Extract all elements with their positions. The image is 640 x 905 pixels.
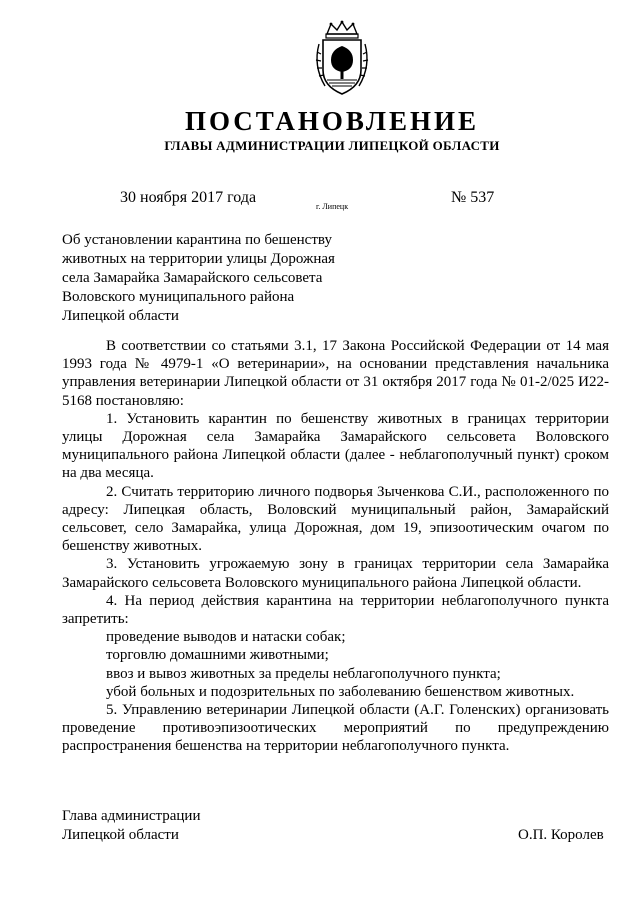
item-4-paragraph: 4. На период действия карантина на территории неблагополучного пункта запретить:	[62, 592, 609, 628]
signatory-position-line: Глава администрации	[62, 808, 201, 824]
preamble-paragraph: В соответствии со статьями 3.1, 17 Закона Российской Федерации от 14 мая 1993 года № 4979-1 «О ветеринарии», на основании представления начальника управления ветеринарии Липецкой области от 31 октября 2017 года № 01-2/025 И22-5168 постановляю:	[62, 338, 609, 409]
item-2-paragraph: 2. Считать территорию личного подворья Зыченкова С.И., расположенного по адресу: Липецкая область, Воловский муниципальный район, Замарайский сельсовет, село Замарайка, улица Дорожная, дом 19, эпизоотическим очагом по бешенству животных.	[62, 483, 609, 555]
prohibition-list-item: проведение выводов и натаски собак;	[106, 629, 346, 646]
document-city: г. Липецк	[316, 202, 349, 211]
subject-line: Воловского муниципального района	[62, 289, 295, 305]
subject-line: животных на территории улицы Дорожная	[62, 251, 335, 267]
prohibition-list-item: торговлю домашними животными;	[106, 647, 329, 664]
prohibition-list-item: убой больных и подозрительных по заболеванию бешенством животных.	[106, 683, 575, 700]
document-subtitle: ГЛАВЫ АДМИНИСТРАЦИИ ЛИПЕЦКОЙ ОБЛАСТИ	[164, 138, 500, 153]
prohibition-list-item: ввоз и вывоз животных за пределы неблагополучного пункта;	[106, 665, 501, 682]
subject-line: села Замарайка Замарайского сельсовета	[62, 270, 323, 286]
signatory-name: О.П. Королев	[518, 827, 604, 843]
signatory-position-line: Липецкой области	[62, 827, 179, 843]
signatory-position	[62, 807, 200, 845]
subject-line: Липецкой области	[62, 308, 179, 324]
document-body	[62, 337, 609, 756]
item-3-paragraph: 3. Установить угрожаемую зону в границах территории села Замарайка Замарайского сельсовета Воловского муниципального района Липецкой области.	[62, 556, 609, 591]
subject-line: Об установлении карантина по бешенству	[62, 232, 332, 248]
coat-of-arms-icon	[309, 20, 375, 98]
item-1-paragraph: 1. Установить карантин по бешенству животных в границах территории улицы Дорожная села Замарайка Замарайского сельсовета Воловского муниципального района Липецкой области (далее - неблагополучный пункт) сроком на два месяца.	[62, 410, 609, 482]
item-5-paragraph: 5. Управлению ветеринарии Липецкой области (А.Г. Голенских) организовать проведение противоэпизоотических мероприятий по предупреждению распространения бешенства на территории неблагополучного пункта.	[62, 702, 609, 755]
document-subject	[62, 231, 362, 326]
document-number: № 537	[451, 189, 495, 206]
document-title: ПОСТАНОВЛЕНИЕ	[184, 106, 480, 136]
document-date: 30 ноября 2017 года	[120, 189, 257, 206]
